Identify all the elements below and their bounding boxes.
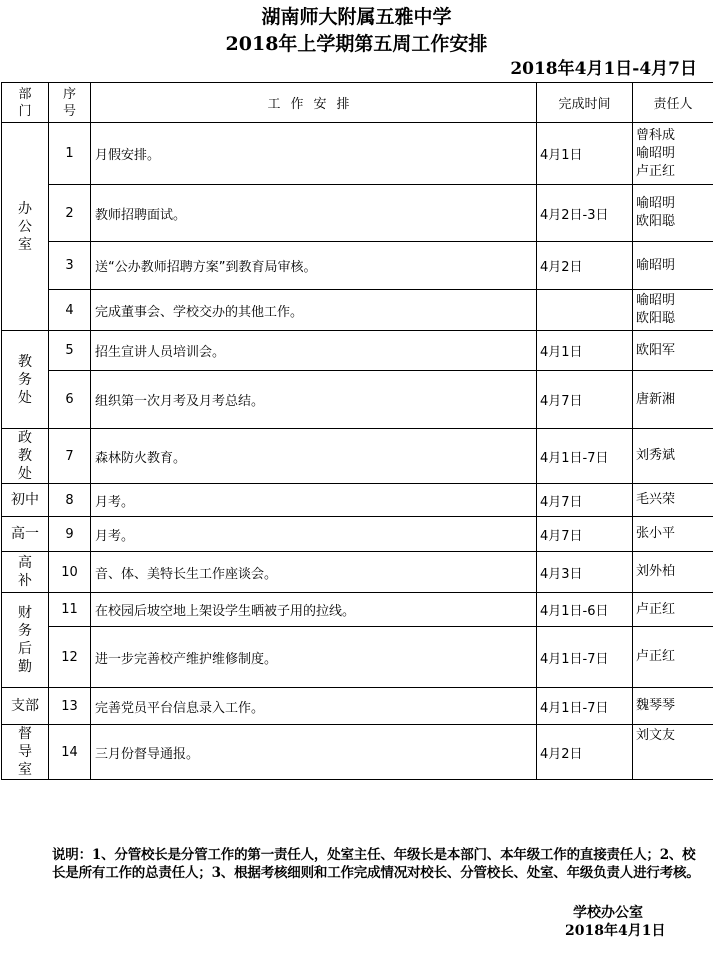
dept-cell [2, 429, 49, 484]
person-cell [633, 290, 713, 331]
header-time: 完成时间 [537, 83, 633, 123]
task-cell: 三月份督导通报。 [91, 725, 537, 780]
dept-label: 财务后勤 [18, 605, 32, 675]
person-name: 刘秀斌 [636, 448, 676, 463]
task-cell: 音、体、美特长生工作座谈会。 [91, 552, 537, 593]
dept-label: 高一 [11, 526, 39, 542]
table-row [2, 185, 713, 242]
person-cell [633, 484, 713, 517]
table-row [2, 593, 713, 627]
person-cell [633, 517, 713, 552]
dept-label: 政教处 [18, 430, 32, 482]
table-row [2, 242, 713, 290]
footer-note: 说明：1、分管校长是分管工作的第一责任人，处室主任、年级长是本部门、本年级工作的直接责任人；2、校长是所有工作的总责任人；3、根据考核细则和工作完成情况对校长、分管校长、处室、年级负责人进行考核。 [52, 847, 700, 881]
person-cell [633, 552, 713, 593]
dept-cell [2, 552, 49, 593]
task-cell: 月考。 [91, 484, 537, 517]
time-cell: 4月1日-7日 [537, 429, 633, 484]
time-cell [537, 290, 633, 331]
table-row [2, 484, 713, 517]
person-cell [633, 331, 713, 371]
task-cell: 月考。 [91, 517, 537, 552]
schedule-body [2, 123, 713, 780]
table-row [2, 517, 713, 552]
table-row [2, 371, 713, 429]
person-name: 曾科成 [636, 127, 676, 143]
person-name: 欧阳聪 [636, 311, 676, 326]
person-name: 刘外柏 [636, 564, 676, 579]
task-cell: 组织第一次月考及月考总结。 [91, 371, 537, 429]
person-name: 喻昭明 [636, 145, 676, 161]
seq-cell: 9 [49, 517, 91, 552]
dept-label: 督导室 [18, 726, 32, 778]
task-cell: 教师招聘面试。 [91, 185, 537, 242]
task-cell: 完成董事会、学校交办的其他工作。 [91, 290, 537, 331]
person-name: 唐新湘 [636, 391, 676, 407]
seq-cell: 8 [49, 484, 91, 517]
person-name: 卢正红 [636, 163, 676, 179]
signature-date: 2018年4月1日 [565, 923, 666, 939]
header-dept: 部门 [2, 83, 49, 123]
task-cell: 森林防火教育。 [91, 429, 537, 484]
time-cell: 4月1日 [537, 331, 633, 371]
seq-cell: 13 [49, 688, 91, 725]
seq-cell: 5 [49, 331, 91, 371]
time-cell: 4月3日 [537, 552, 633, 593]
seq-cell: 2 [49, 185, 91, 242]
dept-label: 初中 [11, 492, 39, 508]
table-row [2, 429, 713, 484]
person-name: 卢正红 [636, 649, 676, 664]
table-row [2, 627, 713, 688]
dept-cell [2, 123, 49, 331]
time-cell: 4月1日 [537, 123, 633, 185]
person-cell [633, 123, 713, 185]
dept-cell [2, 331, 49, 429]
dept-label: 高补 [18, 555, 32, 589]
person-name: 卢正红 [636, 601, 676, 617]
seq-cell: 10 [49, 552, 91, 593]
task-cell: 送“公办教师招聘方案”到教育局审核。 [91, 242, 537, 290]
table-header-row [2, 83, 713, 123]
table-row [2, 552, 713, 593]
seq-cell: 12 [49, 627, 91, 688]
schedule-table [1, 82, 713, 780]
dept-cell [2, 517, 49, 552]
task-cell: 月假安排。 [91, 123, 537, 185]
person-name: 喻昭明 [636, 257, 676, 273]
person-name: 喻昭明 [636, 196, 676, 211]
person-name: 欧阳军 [636, 342, 676, 358]
task-cell: 在校园后坡空地上架设学生晒被子用的拉线。 [91, 593, 537, 627]
dept-label: 支部 [11, 698, 39, 714]
school-title: 湖南师大附属五雅中学 [261, 6, 452, 28]
dept-cell [2, 484, 49, 517]
date-range: 2018年4月1日-4月7日 [510, 59, 697, 79]
task-cell: 招生宣讲人员培训会。 [91, 331, 537, 371]
person-cell [633, 688, 713, 725]
seq-cell: 1 [49, 123, 91, 185]
person-name: 魏琴琴 [636, 698, 676, 713]
seq-cell: 14 [49, 725, 91, 780]
time-cell: 4月7日 [537, 484, 633, 517]
dept-label: 办公室 [18, 200, 32, 253]
person-name: 欧阳聪 [636, 214, 676, 229]
dept-label: 教务处 [18, 353, 32, 406]
time-cell: 4月7日 [537, 371, 633, 429]
time-cell: 4月1日-7日 [537, 688, 633, 725]
time-cell: 4月1日-7日 [537, 627, 633, 688]
seq-cell: 4 [49, 290, 91, 331]
person-name: 张小平 [636, 526, 676, 541]
time-cell: 4月1日-6日 [537, 593, 633, 627]
time-cell: 4月2日 [537, 725, 633, 780]
person-cell [633, 185, 713, 242]
signature-office: 学校办公室 [573, 905, 643, 921]
header-seq: 序号 [49, 83, 91, 123]
task-cell: 进一步完善校产维护维修制度。 [91, 627, 537, 688]
person-name: 毛兴荣 [636, 492, 676, 507]
time-cell: 4月2日 [537, 242, 633, 290]
person-cell [633, 627, 713, 688]
table-row [2, 331, 713, 371]
table-row [2, 123, 713, 185]
seq-cell: 11 [49, 593, 91, 627]
time-cell: 4月2日-3日 [537, 185, 633, 242]
seq-cell: 6 [49, 371, 91, 429]
table-row [2, 725, 713, 780]
seq-cell: 7 [49, 429, 91, 484]
person-cell [633, 593, 713, 627]
person-cell [633, 725, 713, 780]
dept-cell [2, 688, 49, 725]
schedule-subtitle: 2018年上学期第五周工作安排 [225, 33, 488, 55]
table-row [2, 688, 713, 725]
table-row [2, 290, 713, 331]
person-name: 喻昭明 [636, 293, 676, 308]
seq-cell: 3 [49, 242, 91, 290]
task-cell: 完善党员平台信息录入工作。 [91, 688, 537, 725]
header-person: 责任人 [633, 83, 713, 123]
time-cell: 4月7日 [537, 517, 633, 552]
person-cell [633, 429, 713, 484]
person-cell [633, 371, 713, 429]
person-name: 刘文友 [636, 728, 676, 743]
dept-cell [2, 593, 49, 688]
dept-cell [2, 725, 49, 780]
person-cell [633, 242, 713, 290]
header-task: 工作安排 [91, 83, 537, 123]
